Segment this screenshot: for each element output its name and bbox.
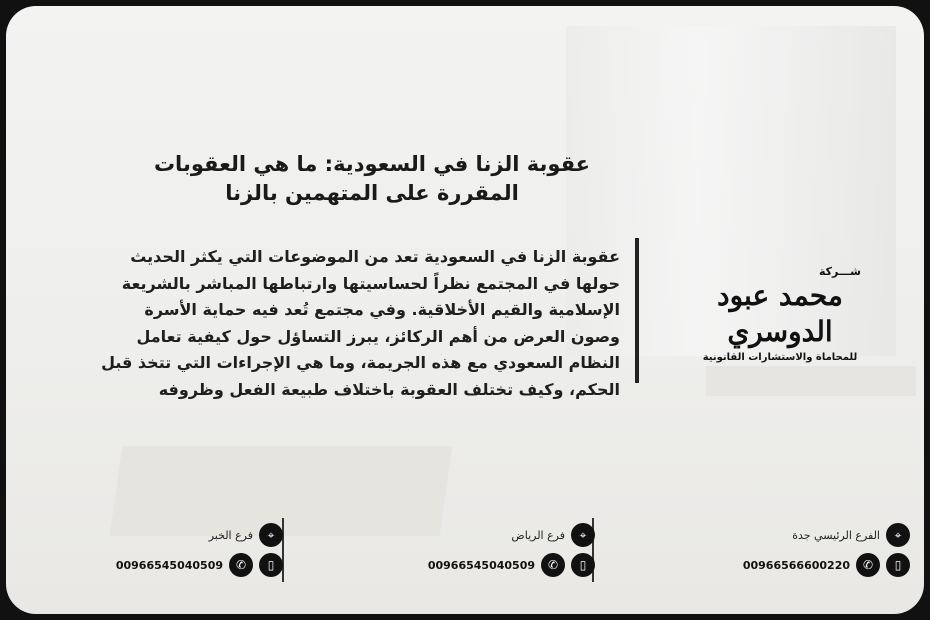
location-icon: ⌖ [571,523,595,547]
article-intro: عقوبة الزنا في السعودية تعد من الموضوعات التي يكثر الحديث حولها في المجتمع نظراً لحساسيتها وارتباطها المباشر بالشريعة الإسلامية والقيم الأخلاقية. وفي مجتمع تُعد فيه حماية الأسرة وصون العرض من أهم الركائز، يبرز التساؤل حول كيفية تعامل النظام السعودي مع هذه الجريمة، وما هي الإجراءات التي تتخذ قبل الحكم، وكيف تختلف العقوبة باختلاف طبيعة الفعل وظروفه [101,247,620,399]
branch-khobar [93,520,283,580]
logo-subtitle: للمحاماة والاستشارات القانونية [702,352,858,363]
whatsapp-icon: ✆ [856,553,880,577]
logo-name: محمد عبود الدوسري [717,279,843,348]
company-logo [660,265,900,363]
location-icon: ⌖ [259,523,283,547]
phone-icon: ▯ [886,553,910,577]
branch-name: الفرع الرئيسي جدة [792,528,880,542]
branch-jeddah [720,520,910,580]
phone-icon: ▯ [259,553,283,577]
logo-company-word: شـــركة [818,265,861,278]
branch-phone[interactable]: 00966566600220 [742,558,850,572]
location-icon: ⌖ [886,523,910,547]
divider [635,238,639,383]
branch-name: فرع الخبر [208,528,253,542]
whatsapp-icon: ✆ [229,553,253,577]
branch-phone[interactable]: 00966545040509 [115,558,223,572]
branch-phone[interactable]: 00966545040509 [427,558,535,572]
phone-icon: ▯ [571,553,595,577]
whatsapp-icon: ✆ [541,553,565,577]
branch-name: فرع الرياض [511,528,565,542]
background-photo-desk [706,366,916,396]
branch-riyadh [405,520,595,580]
article-title: عقوبة الزنا في السعودية: ما هي العقوبات المقررة على المتهمين بالزنا [153,152,591,205]
